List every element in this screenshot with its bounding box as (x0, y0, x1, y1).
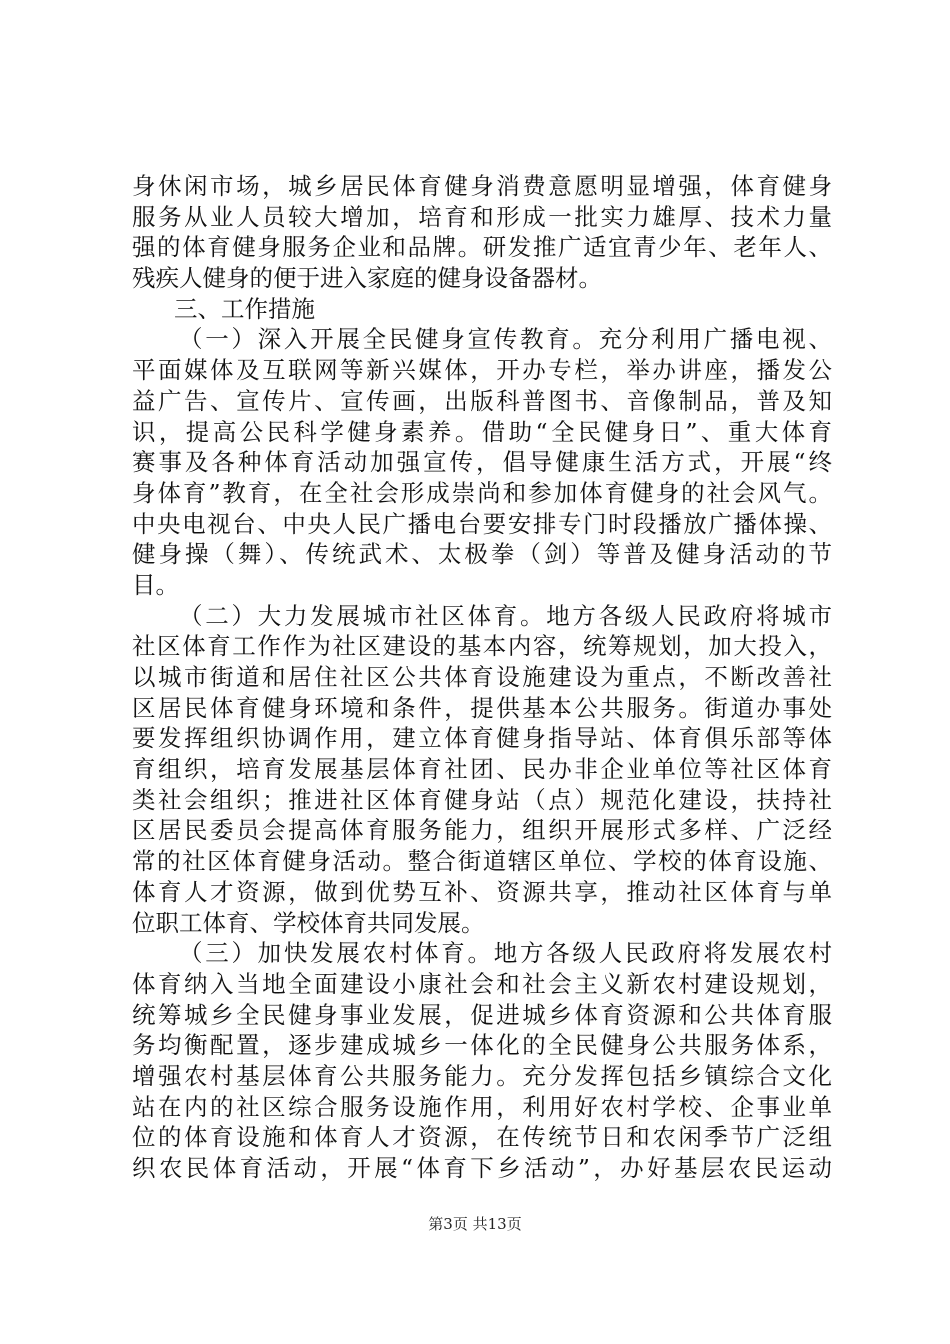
text-line: 平面媒体及互联网等新兴媒体，开办专栏，举办讲座，播发公 (132, 356, 832, 385)
text-line: 健身操（舞）、传统武术、太极拳（剑）等普及健身活动的节 (132, 540, 832, 569)
text-line: 要发挥组织协调作用，建立体育健身指导站、体育俱乐部等体 (132, 724, 832, 753)
text-line: 残疾人健身的便于进入家庭的健身设备器材。 (132, 264, 602, 293)
document-body (132, 171, 832, 1184)
text-line: （三）加快发展农村体育。地方各级人民政府将发展农村 (179, 939, 832, 968)
text-line: 位职工体育、学校体育共同发展。 (132, 908, 485, 937)
text-line: 中央电视台、中央人民广播电台要安排专门时段播放广播体操、 (132, 509, 832, 538)
page-number-footer: 第3页 共13页 (428, 1215, 522, 1233)
text-line: 服务从业人员较大增加，培育和形成一批实力雄厚、技术力量 (132, 202, 832, 231)
text-line: 站在内的社区综合服务设施作用，利用好农村学校、企事业单 (132, 1092, 832, 1121)
text-line: 强的体育健身服务企业和品牌。研发推广适宜青少年、老年人、 (132, 233, 832, 262)
text-line: 体育纳入当地全面建设小康社会和社会主义新农村建设规划， (132, 969, 832, 998)
text-line: 务均衡配置，逐步建成城乡一体化的全民健身公共服务体系， (132, 1031, 832, 1060)
text-line: 织农民体育活动，开展“体育下乡活动”，办好基层农民运动 (132, 1154, 832, 1182)
text-line: 增强农村基层体育公共服务能力。充分发挥包括乡镇综合文化 (132, 1061, 832, 1090)
text-line: 社区体育工作作为社区建设的基本内容，统筹规划，加大投入， (132, 632, 832, 661)
text-line: 类社会组织；推进社区体育健身站（点）规范化建设，扶持社 (132, 785, 832, 814)
text-line: 赛事及各种体育活动加强宣传，倡导健康生活方式，开展“终 (132, 448, 832, 477)
text-line: （二）大力发展城市社区体育。地方各级人民政府将城市 (179, 601, 832, 630)
text-line: 以城市街道和居住社区公共体育设施建设为重点，不断改善社 (132, 663, 832, 691)
text-line: 位的体育设施和体育人才资源，在传统节日和农闲季节广泛组 (132, 1123, 832, 1152)
text-line: （一）深入开展全民健身宣传教育。充分利用广播电视、 (179, 325, 832, 354)
text-line: 身休闲市场，城乡居民体育健身消费意愿明显增强，体育健身 (132, 172, 832, 200)
text-line: 统筹城乡全民健身事业发展，促进城乡体育资源和公共体育服 (132, 1000, 832, 1029)
text-line: 目。 (132, 570, 179, 599)
section-heading: 三、工作措施 (174, 294, 315, 323)
text-line: 区居民委员会提高体育服务能力，组织开展形式多样、广泛经 (132, 816, 832, 845)
text-line: 身体育”教育，在全社会形成崇尚和参加体育健身的社会风气。 (132, 478, 832, 507)
text-line: 区居民体育健身环境和条件，提供基本公共服务。街道办事处 (132, 693, 832, 722)
text-line: 识，提高公民科学健身素养。借助“全民健身日”、重大体育 (132, 417, 832, 446)
text-line: 体育人才资源，做到优势互补、资源共享，推动社区体育与单 (132, 877, 832, 906)
text-line: 益广告、宣传片、宣传画，出版科普图书、音像制品，普及知 (132, 386, 832, 415)
text-line: 育组织，培育发展基层体育社团、民办非企业单位等社区体育 (132, 755, 832, 784)
text-line: 常的社区体育健身活动。整合街道辖区单位、学校的体育设施、 (132, 847, 832, 876)
